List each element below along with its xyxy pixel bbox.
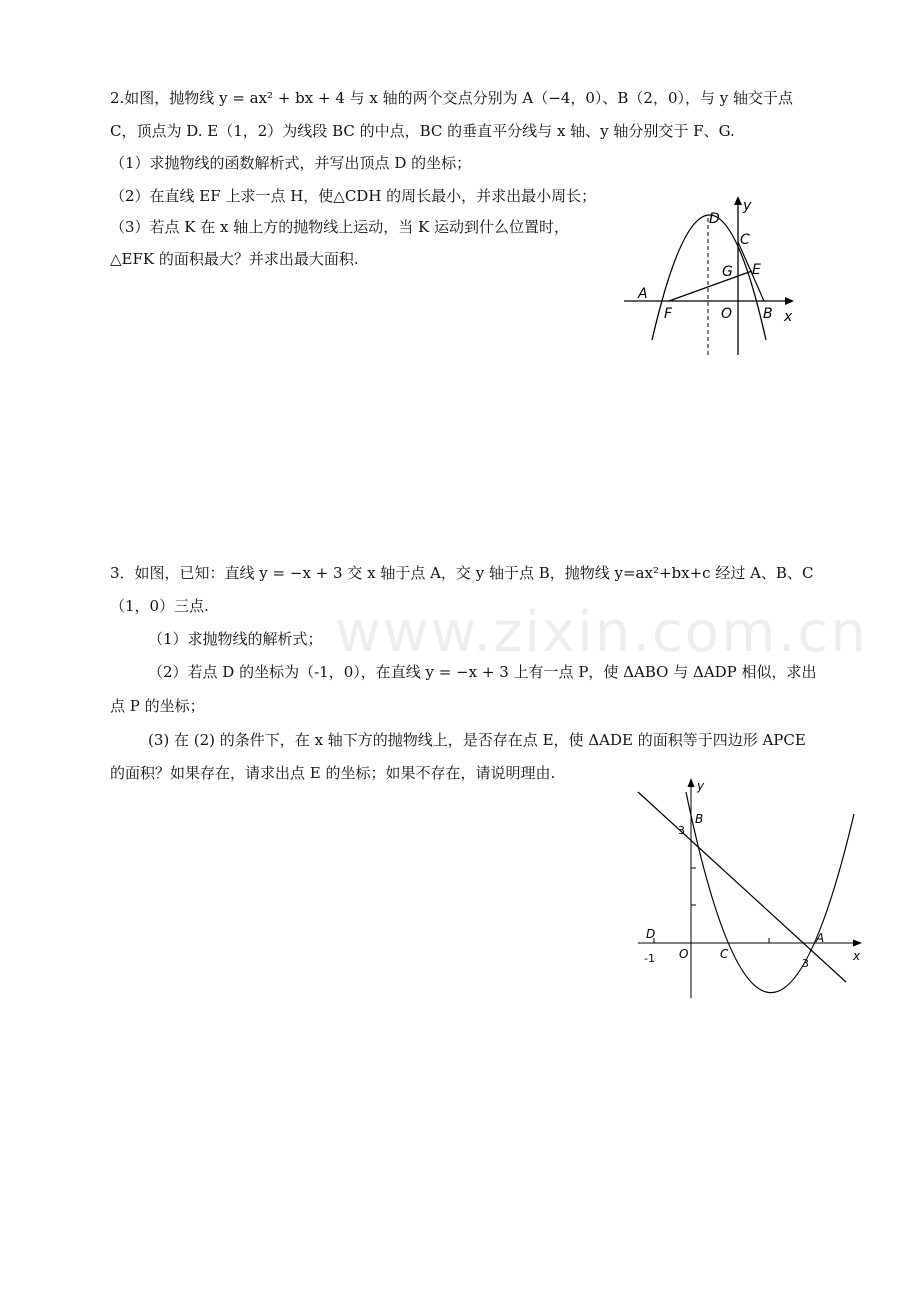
p2-label-c: C [740, 232, 750, 248]
p2-line-3: （1）求抛物线的函数解析式，并写出顶点 D 的坐标； [110, 154, 472, 172]
p3-line-ab [638, 792, 846, 982]
p2-label-b: B [763, 306, 773, 322]
p3-label-o: O [679, 947, 689, 961]
p2-label-g: G [722, 264, 733, 280]
p2-label-e: E [752, 262, 761, 278]
p3-y-arrow [688, 778, 695, 787]
p2-label-a: A [638, 286, 648, 302]
p2-label-x: x [784, 309, 793, 325]
p3-label-x: x [853, 949, 861, 963]
p3-label-d: D [646, 927, 656, 941]
p2-label-y: y [743, 198, 752, 214]
p2-line-5: （3）若点 K 在 x 轴上方的抛物线上运动，当 K 运动到什么位置时， [110, 218, 570, 236]
p2-label-o: O [721, 306, 733, 322]
p2-label-d: D [709, 211, 720, 227]
p3-label-a: A [816, 931, 825, 945]
p2-line-fe [669, 271, 752, 301]
p3-label-c: C [720, 947, 729, 961]
p3-parabola [686, 792, 854, 993]
p2-line-6: △EFK 的面积最大？并求出最大面积. [110, 250, 359, 268]
p3-figure [632, 772, 867, 1007]
p3-line-7: 的面积？如果存在，请求出点 E 的坐标；如果不存在，请说明理由. [110, 764, 556, 782]
p2-x-arrow [785, 297, 794, 305]
p2-line-4: （2）在直线 EF 上求一点 H，使△CDH 的周长最小，并求出最小周长； [110, 187, 597, 205]
p3-line-2: （1，0）三点. [110, 597, 209, 615]
p3-line-1: 3．如图，已知：直线 y = −x + 3 交 x 轴于点 A，交 y 轴于点 B，抛物线 y=ax²+bx+c 经过 A、B、C [110, 564, 814, 582]
p2-y-arrow [734, 196, 742, 205]
p3-line-3: （1）求抛物线的解析式； [148, 630, 323, 648]
p3-line-4: （2）若点 D 的坐标为（-1，0），在直线 y = −x + 3 上有一点 P，使 ΔABO 与 ΔADP 相似，求出 [148, 663, 817, 681]
p2-figure [618, 190, 803, 360]
p3-label-y: y [697, 779, 705, 793]
p3-line-6: (3) 在 (2) 的条件下，在 x 轴下方的抛物线上，是否存在点 E，使 ΔADE 的面积等于四边形 APCE [148, 731, 806, 749]
p3-x-arrow [853, 940, 862, 947]
p3-label-3y: 3 [678, 824, 685, 837]
p2-label-f: F [664, 306, 673, 322]
p3-line-5: 点 P 的坐标； [110, 697, 205, 715]
p2-line-1: 2.如图，抛物线 y = ax² + bx + 4 与 x 轴的两个交点分别为 A（−4，0）、B（2，0），与 y 轴交于点 [110, 89, 794, 107]
p2-line-2: C，顶点为 D. E（1，2）为线段 BC 的中点，BC 的垂直平分线与 x 轴、y 轴分别交于 F、G. [110, 122, 735, 140]
watermark: www.zixin.com.cn [335, 600, 868, 665]
p3-label-b: B [695, 812, 704, 826]
p3-label-minus1: -1 [644, 952, 655, 965]
p3-label-3x: 3 [802, 957, 809, 970]
